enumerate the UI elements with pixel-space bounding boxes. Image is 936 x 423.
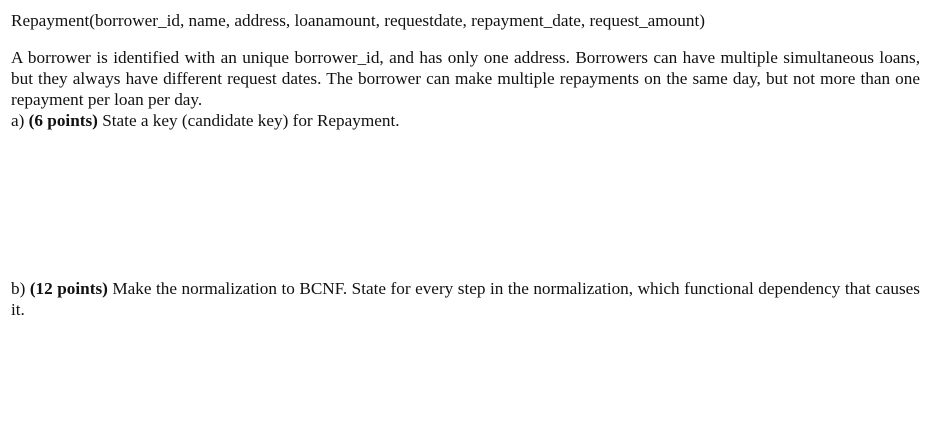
question-b	[11, 278, 920, 320]
document-page	[11, 10, 920, 319]
question-a-text: State a key (candidate key) for Repayment.	[97, 111, 400, 130]
relation-schema: Repayment(borrower_id, name, address, loanamount, requestdate, repayment_date, request_amount)	[11, 11, 705, 30]
question-b-text: Make the normalization to BCNF. State for every step in the normalization, which functional dependency that causes it.	[11, 279, 920, 319]
question-b-label: b)	[11, 279, 30, 298]
question-b-points: (12 points)	[29, 279, 108, 298]
question-a-label: a)	[11, 111, 29, 130]
problem-description: A borrower is identified with an unique borrower_id, and has only one address. Borrowers can have multiple simultaneous loans, but they always have different request dates. The borrower can make multiple repayments on the same day, but not more than one repayment per loan per day.	[11, 48, 920, 109]
question-a	[11, 110, 920, 131]
question-a-points: (6 points)	[28, 111, 98, 130]
